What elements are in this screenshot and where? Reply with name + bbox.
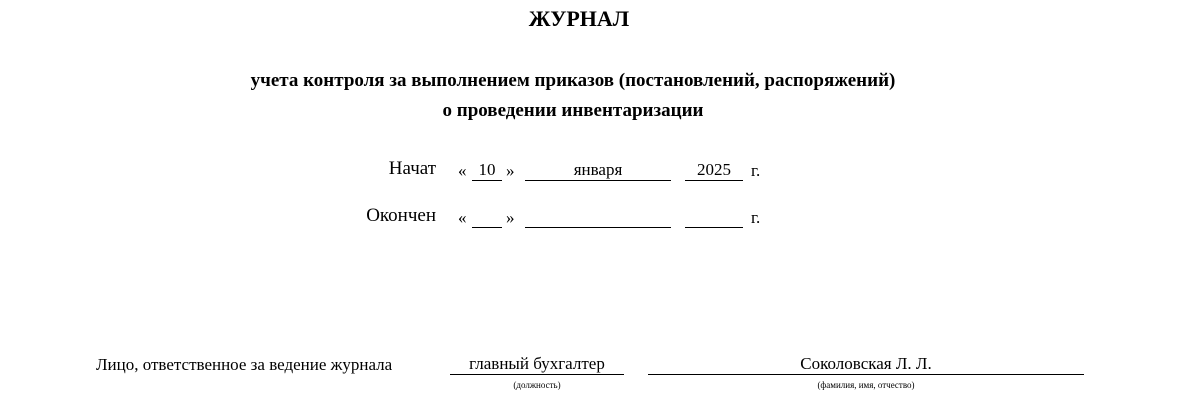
responsible-label: Лицо, ответственное за ведение журнала: [96, 355, 393, 374]
started-year-field[interactable]: 2025: [685, 160, 743, 181]
position-caption: (должность): [513, 380, 561, 390]
finished-month-field[interactable]: [525, 207, 671, 228]
finished-year-field[interactable]: [685, 207, 743, 228]
finished-year-suffix: г.: [751, 208, 761, 227]
finished-quote-open: «: [458, 208, 467, 227]
started-month-field[interactable]: января: [525, 160, 671, 181]
journal-subtitle-line2: о проведении инвентаризации: [442, 100, 704, 121]
journal-title: ЖУРНАЛ: [528, 6, 630, 31]
finished-quote-close: »: [506, 208, 515, 227]
finished-day-field[interactable]: [472, 207, 502, 228]
responsible-position-field[interactable]: главный бухгалтер: [450, 354, 624, 375]
started-day-field[interactable]: 10: [472, 160, 502, 181]
name-caption: (фамилия, имя, отчество): [817, 380, 915, 390]
started-year-suffix: г.: [751, 161, 761, 180]
journal-subtitle-line1: учета контроля за выполнением приказов (постановлений, распоряжений): [250, 70, 896, 91]
started-quote-open: «: [458, 161, 467, 180]
finished-label: Окончен: [366, 205, 436, 226]
started-label: Начат: [388, 158, 436, 179]
responsible-name-field[interactable]: Соколовская Л. Л.: [648, 354, 1084, 375]
started-quote-close: »: [506, 161, 515, 180]
